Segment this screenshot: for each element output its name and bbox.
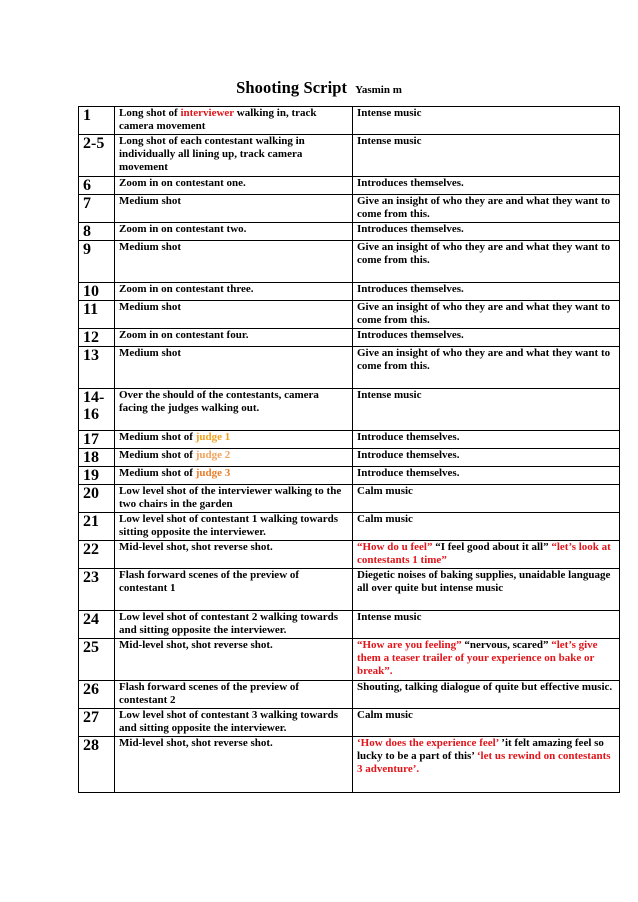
shot-description (115, 107, 353, 135)
sound-notes-text: Intense music (357, 107, 422, 119)
sound-notes-text: “nervous, scared” (461, 639, 552, 651)
shot-description (115, 709, 353, 737)
shot-number: 27 (79, 709, 115, 737)
sound-notes (353, 513, 620, 541)
sound-notes-text: ‘How does the experience feel’ (357, 737, 499, 749)
shooting-script-table (78, 106, 620, 793)
sound-notes-text: Introduces themselves. (357, 177, 464, 189)
sound-notes (353, 467, 620, 485)
shot-description (115, 389, 353, 431)
table-row (79, 513, 620, 541)
table-body (79, 107, 620, 793)
sound-notes-text: Introduce themselves. (357, 431, 460, 443)
sound-notes (353, 485, 620, 513)
shot-number: 20 (79, 485, 115, 513)
table-row (79, 541, 620, 569)
sound-notes (353, 737, 620, 793)
shot-number: 2-5 (79, 135, 115, 177)
sound-notes (353, 135, 620, 177)
shot-description (115, 541, 353, 569)
sound-notes (353, 283, 620, 301)
sound-notes-text: Calm music (357, 485, 413, 497)
sound-notes-text: Introduces themselves. (357, 329, 464, 341)
table-row (79, 569, 620, 611)
sound-notes-text: “How are you feeling” (357, 639, 462, 651)
shot-number: 22 (79, 541, 115, 569)
shot-description (115, 681, 353, 709)
sound-notes-text: Introduces themselves. (357, 223, 464, 235)
shot-description (115, 737, 353, 793)
sound-notes (353, 301, 620, 329)
table-row (79, 611, 620, 639)
sound-notes (353, 329, 620, 347)
table-row (79, 329, 620, 347)
sound-notes-text: Introduce themselves. (357, 449, 460, 461)
sound-notes (353, 195, 620, 223)
shot-number: 10 (79, 283, 115, 301)
sound-notes-text: ‘let us rewind on contestants 3 adventure’. (357, 750, 611, 775)
shot-description (115, 241, 353, 283)
sound-notes-text: ’it felt amazing feel so lucky to be a part of this’ (357, 737, 604, 762)
table-row (79, 283, 620, 301)
table-row (79, 177, 620, 195)
table-row (79, 195, 620, 223)
shot-number: 26 (79, 681, 115, 709)
shot-description-text: judge 3 (195, 467, 231, 479)
shot-description (115, 611, 353, 639)
sound-notes (353, 241, 620, 283)
shot-description-text: Long shot of (119, 107, 181, 119)
shot-description (115, 329, 353, 347)
table-row (79, 485, 620, 513)
sound-notes (353, 223, 620, 241)
shot-description-text: Zoom in on contestant two. (119, 223, 247, 235)
shot-description-text: judge 2 (195, 449, 231, 461)
shot-description-text: Medium shot (119, 241, 182, 253)
shot-description (115, 347, 353, 389)
sound-notes (353, 177, 620, 195)
shot-number: 7 (79, 195, 115, 223)
shot-number: 8 (79, 223, 115, 241)
table-row (79, 389, 620, 431)
sound-notes-text: Calm music (357, 709, 413, 721)
shot-number: 18 (79, 449, 115, 467)
shot-description-text: walking in, track camera movement (119, 107, 317, 132)
table-row (79, 449, 620, 467)
shot-description (115, 449, 353, 467)
table-row (79, 431, 620, 449)
sound-notes-text: Give an insight of who they are and what they want to come from this. (357, 241, 611, 266)
table-row (79, 223, 620, 241)
shot-description-text: Medium shot (119, 195, 182, 207)
sound-notes-text: Give an insight of who they are and what they want to come from this. (357, 195, 611, 220)
sound-notes-text: Intense music (357, 611, 422, 623)
shot-description (115, 467, 353, 485)
sound-notes (353, 347, 620, 389)
shot-description-text: Medium shot (119, 301, 182, 313)
sound-notes (353, 449, 620, 467)
shot-number: 28 (79, 737, 115, 793)
shot-description-text: Medium shot of (119, 449, 196, 461)
shot-description-text: Zoom in on contestant four. (119, 329, 249, 341)
table-row (79, 347, 620, 389)
sound-notes (353, 431, 620, 449)
title-block (0, 78, 638, 98)
sound-notes-text: “How do u feel” (357, 541, 433, 553)
shot-description (115, 283, 353, 301)
shot-description-text: Zoom in on contestant three. (119, 283, 254, 295)
sound-notes-text: Intense music (357, 135, 422, 147)
sound-notes (353, 107, 620, 135)
shot-description (115, 431, 353, 449)
table-row (79, 301, 620, 329)
shot-description-text: Flash forward scenes of the preview of contestant 1 (119, 569, 300, 594)
shot-description-text: interviewer (180, 107, 234, 119)
sound-notes (353, 681, 620, 709)
shot-number: 21 (79, 513, 115, 541)
page-title: Shooting Script (236, 78, 348, 97)
sound-notes (353, 611, 620, 639)
sound-notes-text: Calm music (357, 513, 413, 525)
sound-notes-text: Introduce themselves. (357, 467, 460, 479)
sound-notes-text: Shouting, talking dialogue of quite but effective music. (357, 681, 613, 693)
sound-notes-text: Introduces themselves. (357, 283, 464, 295)
table-row (79, 467, 620, 485)
table-row (79, 737, 620, 793)
shot-description-text: Medium shot (119, 347, 182, 359)
sound-notes (353, 389, 620, 431)
shot-description-text: Over the should of the contestants, camera facing the judges walking out. (119, 389, 319, 414)
sound-notes-text: Intense music (357, 389, 422, 401)
shot-description (115, 569, 353, 611)
shot-number: 17 (79, 431, 115, 449)
shot-description (115, 639, 353, 681)
sound-notes-text: “I feel good about it all” (432, 541, 552, 553)
sound-notes-text: “let’s look at contestants 1 time” (357, 541, 611, 566)
shot-number: 24 (79, 611, 115, 639)
shot-description-text: Zoom in on contestant one. (119, 177, 246, 189)
sound-notes-text: Give an insight of who they are and what they want to come from this. (357, 347, 611, 372)
table-row (79, 639, 620, 681)
shot-description (115, 177, 353, 195)
sound-notes-text: Give an insight of who they are and what they want to come from this. (357, 301, 611, 326)
shot-description-text: Low level shot of the interviewer walking to the two chairs in the garden (119, 485, 342, 510)
shot-description-text: Low level shot of contestant 1 walking towards sitting opposite the interviewer. (119, 513, 339, 538)
table-row (79, 241, 620, 283)
shot-number: 6 (79, 177, 115, 195)
table-row (79, 107, 620, 135)
sound-notes-text: Diegetic noises of baking supplies, unaidable language all over quite but intense music (357, 569, 611, 594)
sound-notes (353, 709, 620, 737)
table-row (79, 681, 620, 709)
shot-description-text: Mid-level shot, shot reverse shot. (119, 639, 273, 651)
shot-description-text: Low level shot of contestant 3 walking towards and sitting opposite the interviewer. (119, 709, 339, 734)
shot-description (115, 485, 353, 513)
sound-notes-text: “let’s give them a teaser trailer of your experience on bake or break”. (357, 639, 598, 677)
shot-description (115, 513, 353, 541)
shot-description-text: Low level shot of contestant 2 walking towards and sitting opposite the interviewer. (119, 611, 339, 636)
shot-number: 19 (79, 467, 115, 485)
shot-description (115, 301, 353, 329)
shot-description (115, 135, 353, 177)
shot-description-text: Medium shot of (119, 467, 196, 479)
shot-description-text: Flash forward scenes of the preview of contestant 2 (119, 681, 300, 706)
shot-number: 1 (79, 107, 115, 135)
shot-description-text: Long shot of each contestant walking in individually all lining up, track camera movement (119, 135, 305, 173)
shot-number: 11 (79, 301, 115, 329)
sound-notes (353, 541, 620, 569)
shot-description-text: Medium shot of (119, 431, 196, 443)
shot-number: 23 (79, 569, 115, 611)
shot-number: 14-16 (79, 389, 115, 431)
author-name: Yasmin m (355, 84, 402, 96)
shot-description-text: judge 1 (195, 431, 231, 443)
shot-number: 13 (79, 347, 115, 389)
shot-description (115, 195, 353, 223)
shot-description-text: Mid-level shot, shot reverse shot. (119, 541, 273, 553)
shot-number: 9 (79, 241, 115, 283)
shot-description (115, 223, 353, 241)
shot-description-text: Mid-level shot, shot reverse shot. (119, 737, 273, 749)
shot-number: 25 (79, 639, 115, 681)
shot-number: 12 (79, 329, 115, 347)
sound-notes (353, 569, 620, 611)
sound-notes (353, 639, 620, 681)
table-row (79, 135, 620, 177)
table-row (79, 709, 620, 737)
